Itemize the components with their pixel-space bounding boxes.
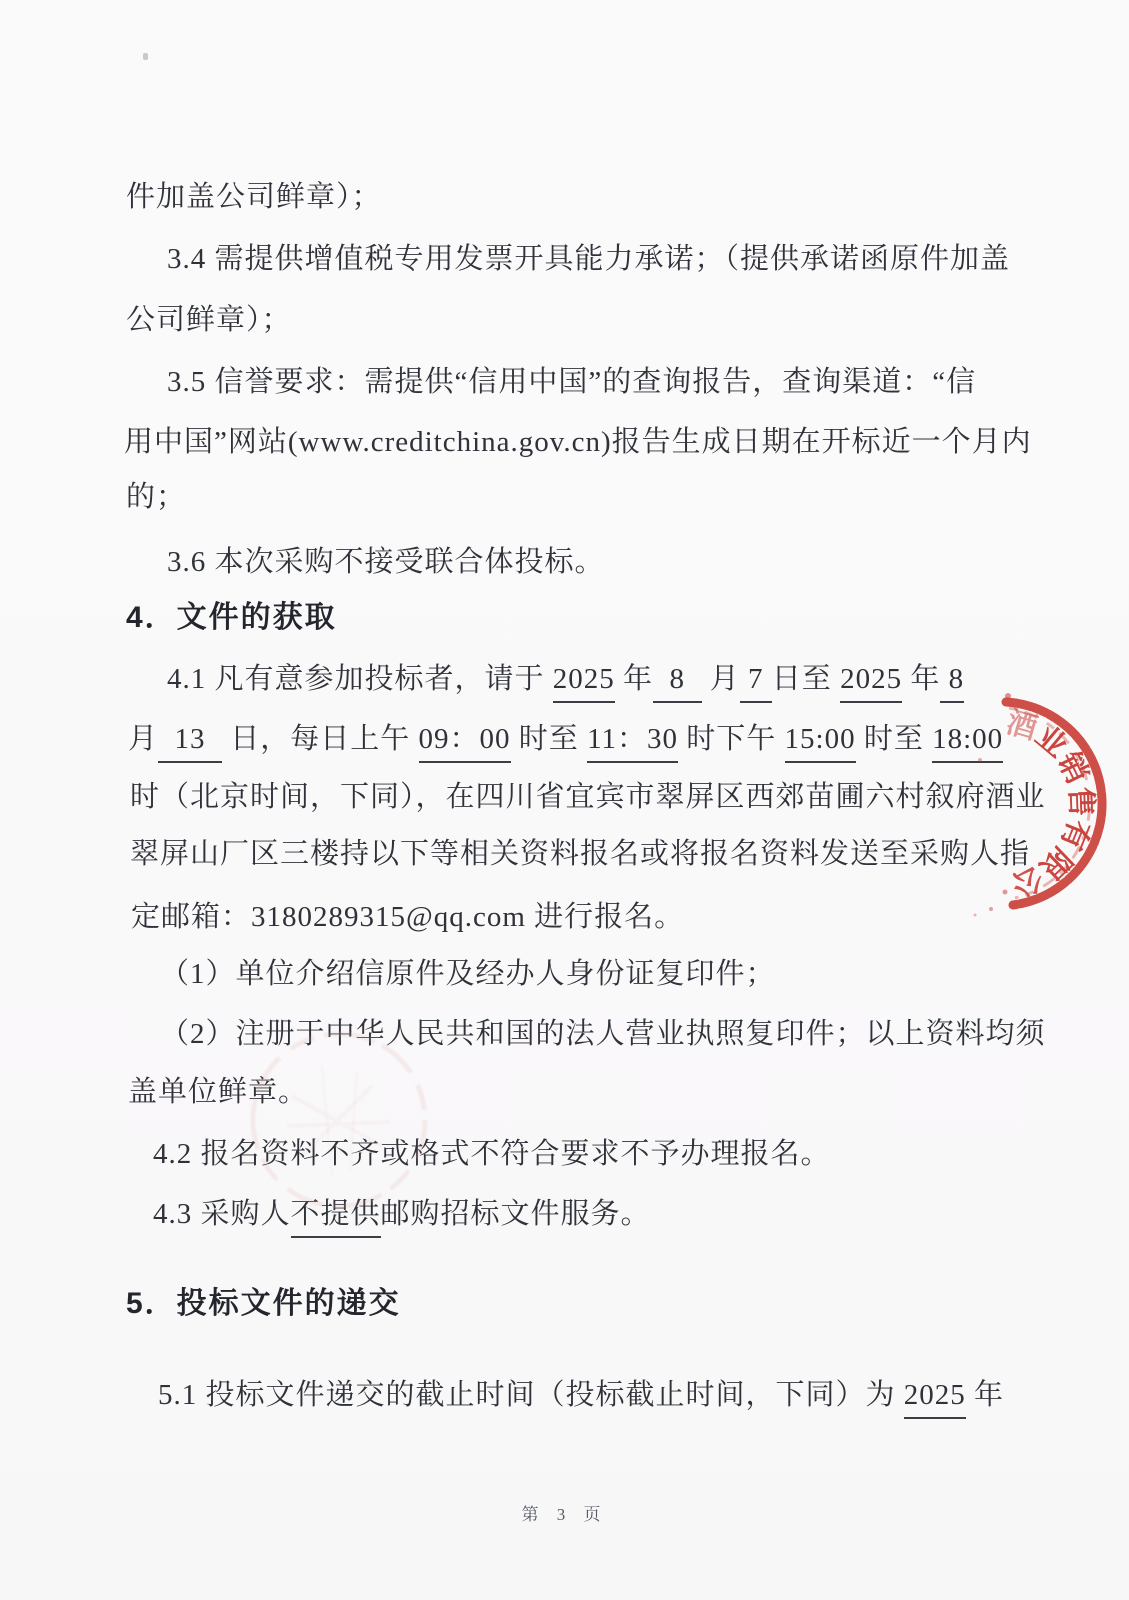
text-segment: 4.2 报名资料不齐或格式不符合要求不予办理报名。 (153, 1138, 831, 1170)
seal-char: 公 (1007, 859, 1048, 903)
filled-blank-year: 2025 (840, 658, 902, 703)
text-segment: 定邮箱：3180289315@qq.com 进行报名。 (131, 901, 685, 933)
doc-line (158, 1374, 1004, 1419)
filled-blank-day: 7 (740, 658, 772, 703)
text-segment: 4.1 凡有意参加投标者，请于 (167, 663, 553, 695)
text-segment: （2）注册于中华人民共和国的法人营业执照复印件；以上资料均须 (160, 1018, 1046, 1050)
text-segment: 月 (128, 723, 159, 755)
faint-seal-stamp (232, 1026, 446, 1218)
filled-blank-time: 15:00 (785, 718, 856, 763)
text-segment: （1）单位介绍信原件及经办人身份证复印件； (160, 958, 776, 990)
text-segment: 3.5 信誉要求：需提供“信用中国”的查询报告，查询渠道：“信 (167, 366, 977, 398)
filled-blank-time: 11：30 (587, 718, 678, 763)
text-segment: 年 (965, 1379, 1005, 1411)
text-segment: 日至 (771, 663, 841, 695)
seal-char: 酒 (1002, 704, 1041, 747)
text-segment: 5．投标文件的递交 (126, 1287, 401, 1320)
text-segment: 用中国”网站(www.creditchina.gov.cn)报告生成日期在开标近一个月内 (124, 426, 1032, 458)
text-segment: 3.6 本次采购不接受联合体投标。 (167, 546, 605, 578)
doc-line (130, 776, 1046, 818)
text-segment: 公司鲜章）； (126, 304, 292, 336)
text-segment: 月 (701, 663, 740, 695)
section-heading-4 (126, 597, 337, 639)
text-segment: 件加盖公司鲜章）； (126, 181, 382, 213)
text-segment: 时（北京时间，下同），在四川省宜宾市翠屏区西郊苗圃六村叙府酒业 (130, 781, 1046, 813)
doc-line (167, 658, 964, 703)
filled-blank-time: 09：00 (419, 718, 511, 763)
seal-char: 限 (1032, 839, 1079, 886)
faint-seal-graphic (232, 1026, 446, 1218)
doc-line (124, 421, 1032, 463)
seal-graphic (935, 642, 1129, 972)
text-segment: 盖单位鲜章。 (128, 1076, 309, 1108)
emphasized-text: 不提供 (291, 1193, 381, 1238)
doc-line (167, 541, 605, 583)
doc-line (167, 238, 1010, 280)
text-segment: 时至 (510, 723, 588, 755)
text-segment: 日，每日上午 (222, 723, 419, 755)
doc-line (126, 176, 382, 218)
doc-line (130, 833, 1030, 875)
text-segment: 时下午 (678, 723, 785, 755)
doc-line (160, 953, 776, 995)
text-segment: 年 (614, 663, 654, 695)
filled-blank-month: 8 (653, 658, 702, 703)
doc-line (131, 896, 684, 938)
seal-char: 业 (1028, 718, 1074, 765)
seal-char: 售 (1062, 786, 1099, 818)
section-heading-5 (126, 1283, 401, 1325)
doc-line (126, 299, 292, 341)
filled-blank-year: 2025 (904, 1374, 966, 1419)
filled-blank-year: 2025 (553, 658, 615, 703)
doc-line (167, 361, 976, 403)
text-segment: 4．文件的获取 (126, 601, 337, 634)
doc-line (128, 718, 1003, 763)
page-number: 第 3 页 (521, 1505, 608, 1524)
seal-char: 销 (1050, 746, 1095, 789)
text-segment: 4.3 采购人 (153, 1198, 291, 1230)
text-segment: 翠屏山厂区三楼持以下等相关资料报名或将报名资料发送至采购人指 (130, 838, 1031, 870)
filled-blank-time: 18:00 (932, 718, 1003, 763)
text-segment: 邮购招标文件服务。 (380, 1198, 651, 1230)
text-segment: 年 (902, 663, 941, 695)
company-seal-stamp (935, 642, 1129, 972)
text-segment: 的； (126, 481, 187, 513)
doc-line (126, 476, 186, 518)
scan-speck (143, 53, 148, 60)
text-segment: 3.4 需提供增值税专用发票开具能力承诺；（提供承诺函原件加盖 (167, 243, 1011, 275)
text-segment: 时至 (855, 723, 933, 755)
filled-blank-day: 13 (158, 718, 222, 763)
filled-blank-month: 8 (940, 658, 964, 703)
text-segment: 5.1 投标文件递交的截止时间（投标截止时间，下同）为 (158, 1379, 904, 1411)
seal-char: 有 (1052, 814, 1097, 856)
